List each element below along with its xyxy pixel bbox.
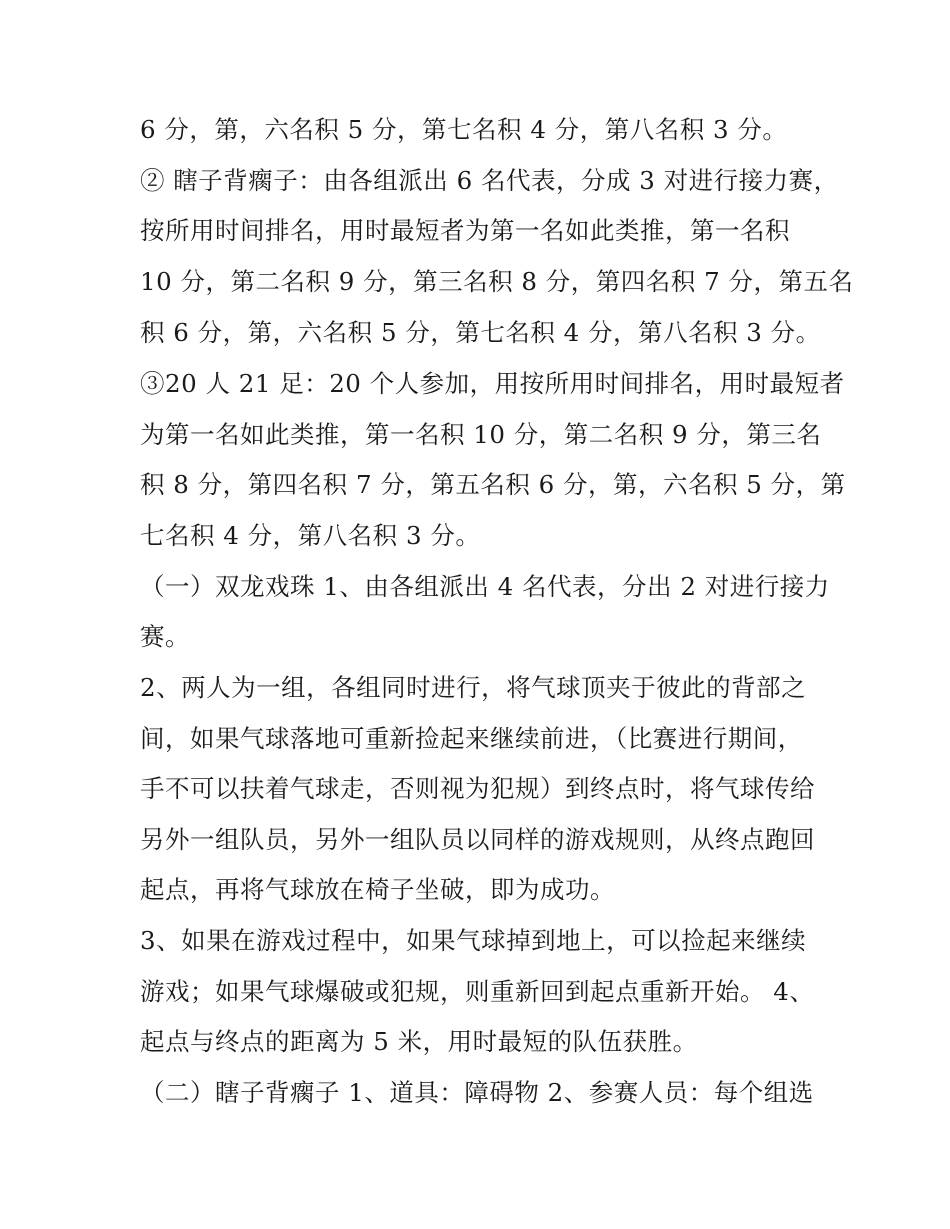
text-line: （一）双龙戏珠 1、由各组派出 4 名代表，分出 2 对进行接力 xyxy=(140,572,830,601)
text-line: 积 8 分，第四名积 7 分，第五名积 6 分，第，六名积 5 分，第 xyxy=(140,470,846,499)
text-line: 6 分，第，六名积 5 分，第七名积 4 分，第八名积 3 分。 xyxy=(140,115,788,144)
text-line: 3、如果在游戏过程中，如果气球掉到地上，可以捡起来继续 xyxy=(140,926,807,955)
text-line: 起点与终点的距离为 5 米，用时最短的队伍获胜。 xyxy=(140,1027,698,1056)
text-line: （二）瞎子背瘸子 1、道具：障碍物 2、参赛人员：每个组选 xyxy=(140,1078,814,1107)
text-line: 赛。 xyxy=(140,622,190,651)
text-line: 起点，再将气球放在椅子坐破，即为成功。 xyxy=(140,875,615,904)
text-line: 2、两人为一组，各组同时进行，将气球顶夹于彼此的背部之 xyxy=(140,673,807,702)
text-line: ③20 人 21 足：20 个人参加，用按所用时间排名，用时最短者 xyxy=(140,369,845,398)
text-line: 另外一组队员，另外一组队员以同样的游戏规则，从终点跑回 xyxy=(140,825,815,854)
text-line: 间，如果气球落地可重新捡起来继续前进，（比赛进行期间， xyxy=(140,724,803,753)
text-line: ② 瞎子背瘸子：由各组派出 6 名代表，分成 3 对进行接力赛， xyxy=(140,166,839,195)
text-line: 为第一名如此类推，第一名积 10 分，第二名积 9 分，第三名 xyxy=(140,420,822,449)
text-line: 手不可以扶着气球走，否则视为犯规）到终点时，将气球传给 xyxy=(140,774,815,803)
text-line: 积 6 分，第，六名积 5 分，第七名积 4 分，第八名积 3 分。 xyxy=(140,318,821,347)
text-line: 七名积 4 分，第八名积 3 分。 xyxy=(140,521,481,550)
text-line: 按所用时间排名，用时最短者为第一名如此类推，第一名积 xyxy=(140,216,790,245)
text-line: 10 分，第二名积 9 分，第三名积 8 分，第四名积 7 分，第五名 xyxy=(140,267,854,296)
text-line: 游戏；如果气球爆破或犯规，则重新回到起点重新开始。 4、 xyxy=(140,977,815,1006)
